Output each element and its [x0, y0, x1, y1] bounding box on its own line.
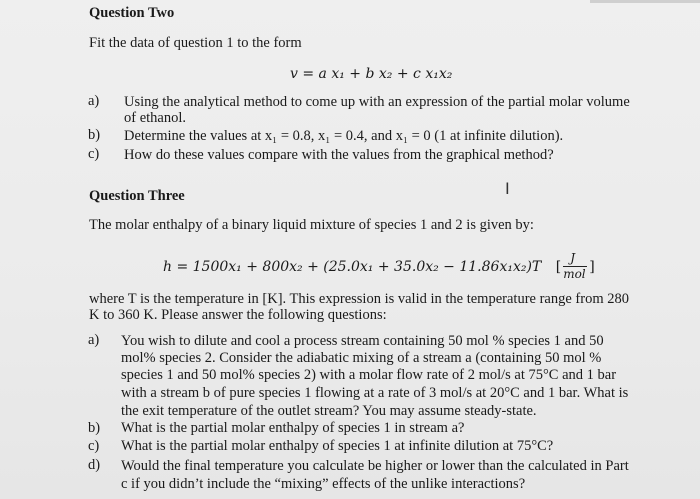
question-two-equation: v = a x₁ + b x₂ + c x₁x₂: [290, 66, 453, 82]
enthalpy-equation: [163, 253, 595, 281]
top-edge-mark: [590, 0, 700, 3]
unit-denominator: mol: [563, 267, 586, 281]
q2-item-b-label: b): [88, 127, 101, 143]
q3-paragraph-line1: where T is the temperature in [K]. This expression is valid in the temperature range from 280: [89, 291, 629, 307]
question-two-intro: Fit the data of question 1 to the form: [89, 35, 302, 51]
question-two-title: Question Two: [89, 5, 175, 21]
question-three-intro: The molar enthalpy of a binary liquid mixture of species 1 and 2 is given by:: [89, 217, 534, 233]
q3-item-a-line: species 1 and 50 mol% species 2) with a molar flow rate of 2 mol/s at 75°C and 1 bar: [121, 367, 617, 383]
unit-bracket-close: ]: [589, 259, 595, 275]
unit-numerator: J: [570, 251, 575, 265]
q2-item-c-label: c): [88, 146, 100, 162]
q3-item-a-line: with a stream b of pure species 1 flowing at a rate of 3 mol/s at 20°C and 1 bar. What is: [121, 385, 629, 401]
q2-item-b-line1: Determine the values at x₁ = 0.8, x₁ = 0.4, and x₁ = 0 (1 at infinite dilution).: [124, 128, 564, 144]
q2-item-c-line1: How do these values compare with the values from the graphical method?: [124, 147, 554, 163]
q3-item-a-line: the exit temperature of the outlet stream? You may assume steady-state.: [121, 403, 537, 419]
q3-item-d-line1: Would the final temperature you calculate be higher or lower than the calculated in Part: [121, 458, 629, 474]
text-cursor-icon: I: [505, 179, 510, 198]
q3-item-b-line: What is the partial molar enthalpy of species 1 in stream a?: [121, 420, 465, 436]
q3-item-a-line: mol% species 2. Consider the adiabatic mixing of a stream a (containing 50 mol %: [121, 350, 602, 366]
q2-item-a-label: a): [88, 93, 100, 109]
q3-item-d-line2: c if you didn’t include the “mixing” effects of the unlike interactions?: [121, 476, 526, 492]
q2-item-a-line2: of ethanol.: [124, 110, 187, 126]
unit-fraction: [561, 253, 589, 281]
question-three-title: Question Three: [89, 188, 185, 204]
q3-item-d-label: d): [88, 457, 101, 473]
q3-item-a-label: a): [88, 332, 100, 348]
enthalpy-equation-text: h = 1500x₁ + 800x₂ + (25.0x₁ + 35.0x₂ − 11.86x₁x₂)T: [163, 259, 542, 275]
q2-item-a-line1: Using the analytical method to come up with an expression of the partial molar volume: [124, 94, 630, 110]
q3-paragraph-line2: K to 360 K. Please answer the following questions:: [89, 307, 387, 323]
unit-bracket-open: [: [555, 259, 562, 275]
q3-item-c-line: What is the partial molar enthalpy of species 1 at infinite dilution at 75°C?: [121, 438, 554, 454]
q3-item-a-line: You wish to dilute and cool a process stream containing 50 mol % species 1 and 50: [121, 333, 604, 349]
q3-item-c-label: c): [88, 438, 100, 454]
q3-item-b-label: b): [88, 420, 101, 436]
